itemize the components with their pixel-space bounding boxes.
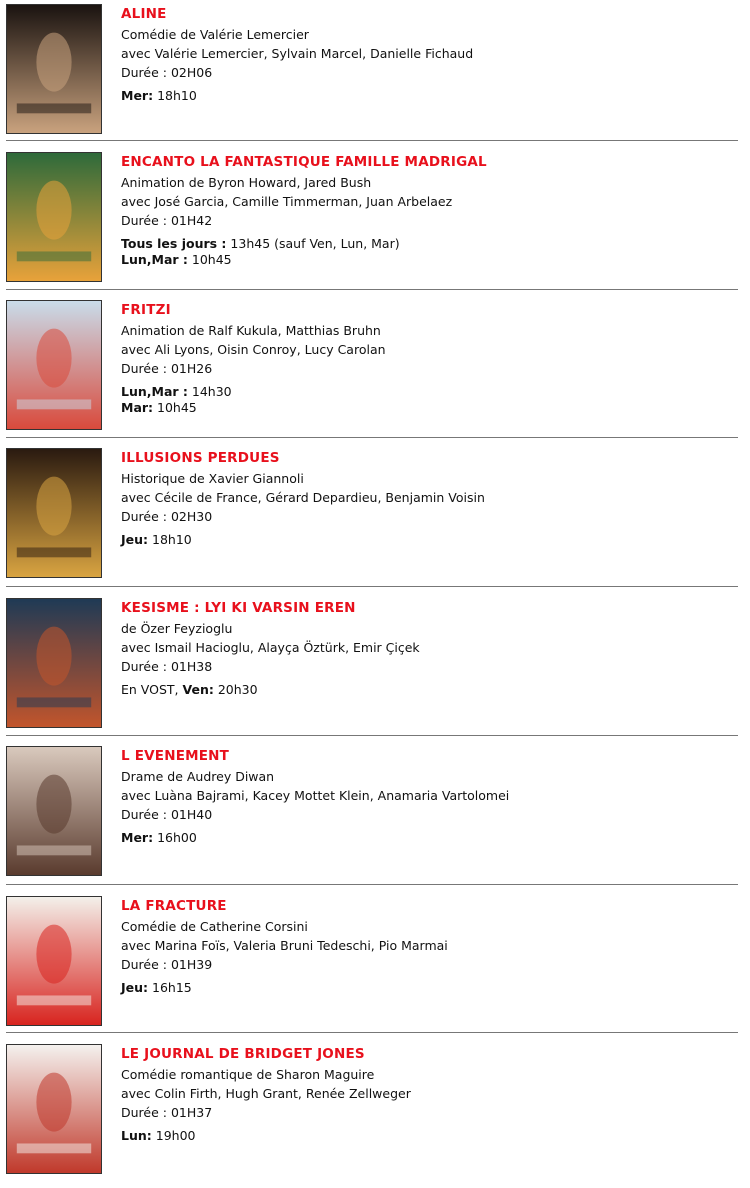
film-title[interactable]: ALINE: [121, 6, 167, 22]
film-title[interactable]: L EVENEMENT: [121, 748, 230, 764]
showtime-times: 13h45 (sauf Ven, Lun, Mar): [226, 236, 400, 251]
film-poster[interactable]: [6, 1044, 102, 1174]
showtime-times: 18h10: [153, 88, 197, 103]
showtime-days: Mer:: [121, 830, 154, 845]
showtime-days: Ven:: [182, 682, 214, 697]
showtimes: [121, 830, 741, 846]
film-title[interactable]: ENCANTO LA FANTASTIQUE FAMILLE MADRIGAL: [121, 154, 487, 170]
divider: [6, 289, 738, 290]
film-duration: Durée : 02H06: [121, 65, 213, 80]
divider: [6, 437, 738, 438]
showtimes: [121, 1128, 741, 1144]
film-genre: Comédie de Catherine Corsini: [121, 919, 308, 934]
showtime-days: Mer:: [121, 88, 154, 103]
showtime-days: Lun,Mar :: [121, 252, 188, 267]
film-info: [121, 599, 741, 698]
film-entry: [0, 148, 750, 296]
showtime-line: [121, 532, 741, 548]
showtime-days: Jeu:: [121, 532, 149, 547]
film-genre: de Özer Feyzioglu: [121, 621, 233, 636]
film-poster[interactable]: [6, 746, 102, 876]
showtime-prefix: En VOST,: [121, 682, 183, 697]
showtime-line: [121, 830, 741, 846]
showtime-times: 16h00: [153, 830, 197, 845]
showtime-times: 19h00: [151, 1128, 196, 1143]
film-poster[interactable]: [6, 896, 102, 1026]
film-info: [121, 5, 741, 104]
film-entry: [0, 892, 750, 1040]
film-duration: Durée : 01H40: [121, 807, 213, 822]
film-duration: Durée : 01H42: [121, 213, 213, 228]
divider: [6, 140, 738, 141]
showtime-line: [121, 88, 741, 104]
film-info: [121, 897, 741, 996]
showtime-days: Tous les jours :: [121, 236, 227, 251]
showtimes: [121, 682, 741, 698]
showtimes: [121, 88, 741, 104]
showtime-days: Lun,Mar :: [121, 384, 188, 399]
film-poster[interactable]: [6, 300, 102, 430]
showtime-line: [121, 400, 741, 416]
film-entry: [0, 444, 750, 592]
film-cast: avec Cécile de France, Gérard Depardieu, Benjamin Voisin: [121, 490, 485, 505]
film-cast: avec Ali Lyons, Oisin Conroy, Lucy Carolan: [121, 342, 386, 357]
film-duration: Durée : 01H39: [121, 957, 213, 972]
showtimes: [121, 236, 741, 268]
film-entry: [0, 1040, 750, 1188]
film-genre: Historique de Xavier Giannoli: [121, 471, 304, 486]
showtime-times: 16h15: [148, 980, 192, 995]
showtimes: [121, 532, 741, 548]
film-info: [121, 1045, 741, 1144]
showtime-line: [121, 252, 741, 268]
showtime-times: 10h45: [153, 400, 197, 415]
showtime-times: 10h45: [187, 252, 232, 267]
film-info: [121, 301, 741, 416]
film-genre: Comédie romantique de Sharon Maguire: [121, 1067, 375, 1082]
film-info: [121, 449, 741, 548]
showtime-days: Jeu:: [121, 980, 149, 995]
film-title[interactable]: LA FRACTURE: [121, 898, 227, 914]
showtime-line: [121, 682, 741, 698]
film-poster[interactable]: [6, 598, 102, 728]
showtime-line: [121, 1128, 741, 1144]
film-entry: [0, 594, 750, 742]
film-title[interactable]: KESISME : LYI KI VARSIN EREN: [121, 600, 356, 616]
film-duration: Durée : 01H26: [121, 361, 213, 376]
film-cast: avec Colin Firth, Hugh Grant, Renée Zellweger: [121, 1086, 411, 1101]
showtime-days: Mar:: [121, 400, 154, 415]
film-entry: [0, 0, 750, 148]
showtime-days: Lun:: [121, 1128, 152, 1143]
film-poster[interactable]: [6, 4, 102, 134]
film-duration: Durée : 02H30: [121, 509, 213, 524]
showtime-times: 14h30: [187, 384, 232, 399]
film-genre: Animation de Byron Howard, Jared Bush: [121, 175, 372, 190]
film-cast: avec Luàna Bajrami, Kacey Mottet Klein, Anamaria Vartolomei: [121, 788, 510, 803]
showtime-line: [121, 980, 741, 996]
film-title[interactable]: ILLUSIONS PERDUES: [121, 450, 280, 466]
film-info: [121, 153, 741, 268]
divider: [6, 735, 738, 736]
film-cast: avec José Garcia, Camille Timmerman, Juan Arbelaez: [121, 194, 453, 209]
film-duration: Durée : 01H37: [121, 1105, 213, 1120]
divider: [6, 1032, 738, 1033]
divider: [6, 586, 738, 587]
film-info: [121, 747, 741, 846]
showtimes: [121, 980, 741, 996]
film-genre: Animation de Ralf Kukula, Matthias Bruhn: [121, 323, 381, 338]
film-duration: Durée : 01H38: [121, 659, 213, 674]
film-entry: [0, 296, 750, 444]
film-genre: Comédie de Valérie Lemercier: [121, 27, 309, 42]
showtimes: [121, 384, 741, 416]
showtime-times: 20h30: [213, 682, 258, 697]
film-poster[interactable]: [6, 448, 102, 578]
film-cast: avec Marina Foïs, Valeria Bruni Tedeschi, Pio Marmai: [121, 938, 448, 953]
film-cast: avec Valérie Lemercier, Sylvain Marcel, Danielle Fichaud: [121, 46, 474, 61]
showtime-line: [121, 236, 741, 252]
film-poster[interactable]: [6, 152, 102, 282]
divider: [6, 884, 738, 885]
film-title[interactable]: LE JOURNAL DE BRIDGET JONES: [121, 1046, 365, 1062]
showtime-line: [121, 384, 741, 400]
film-title[interactable]: FRITZI: [121, 302, 171, 318]
film-entry: [0, 742, 750, 890]
film-cast: avec Ismail Hacioglu, Alayça Öztürk, Emir Çiçek: [121, 640, 420, 655]
showtime-times: 18h10: [148, 532, 192, 547]
film-genre: Drame de Audrey Diwan: [121, 769, 275, 784]
